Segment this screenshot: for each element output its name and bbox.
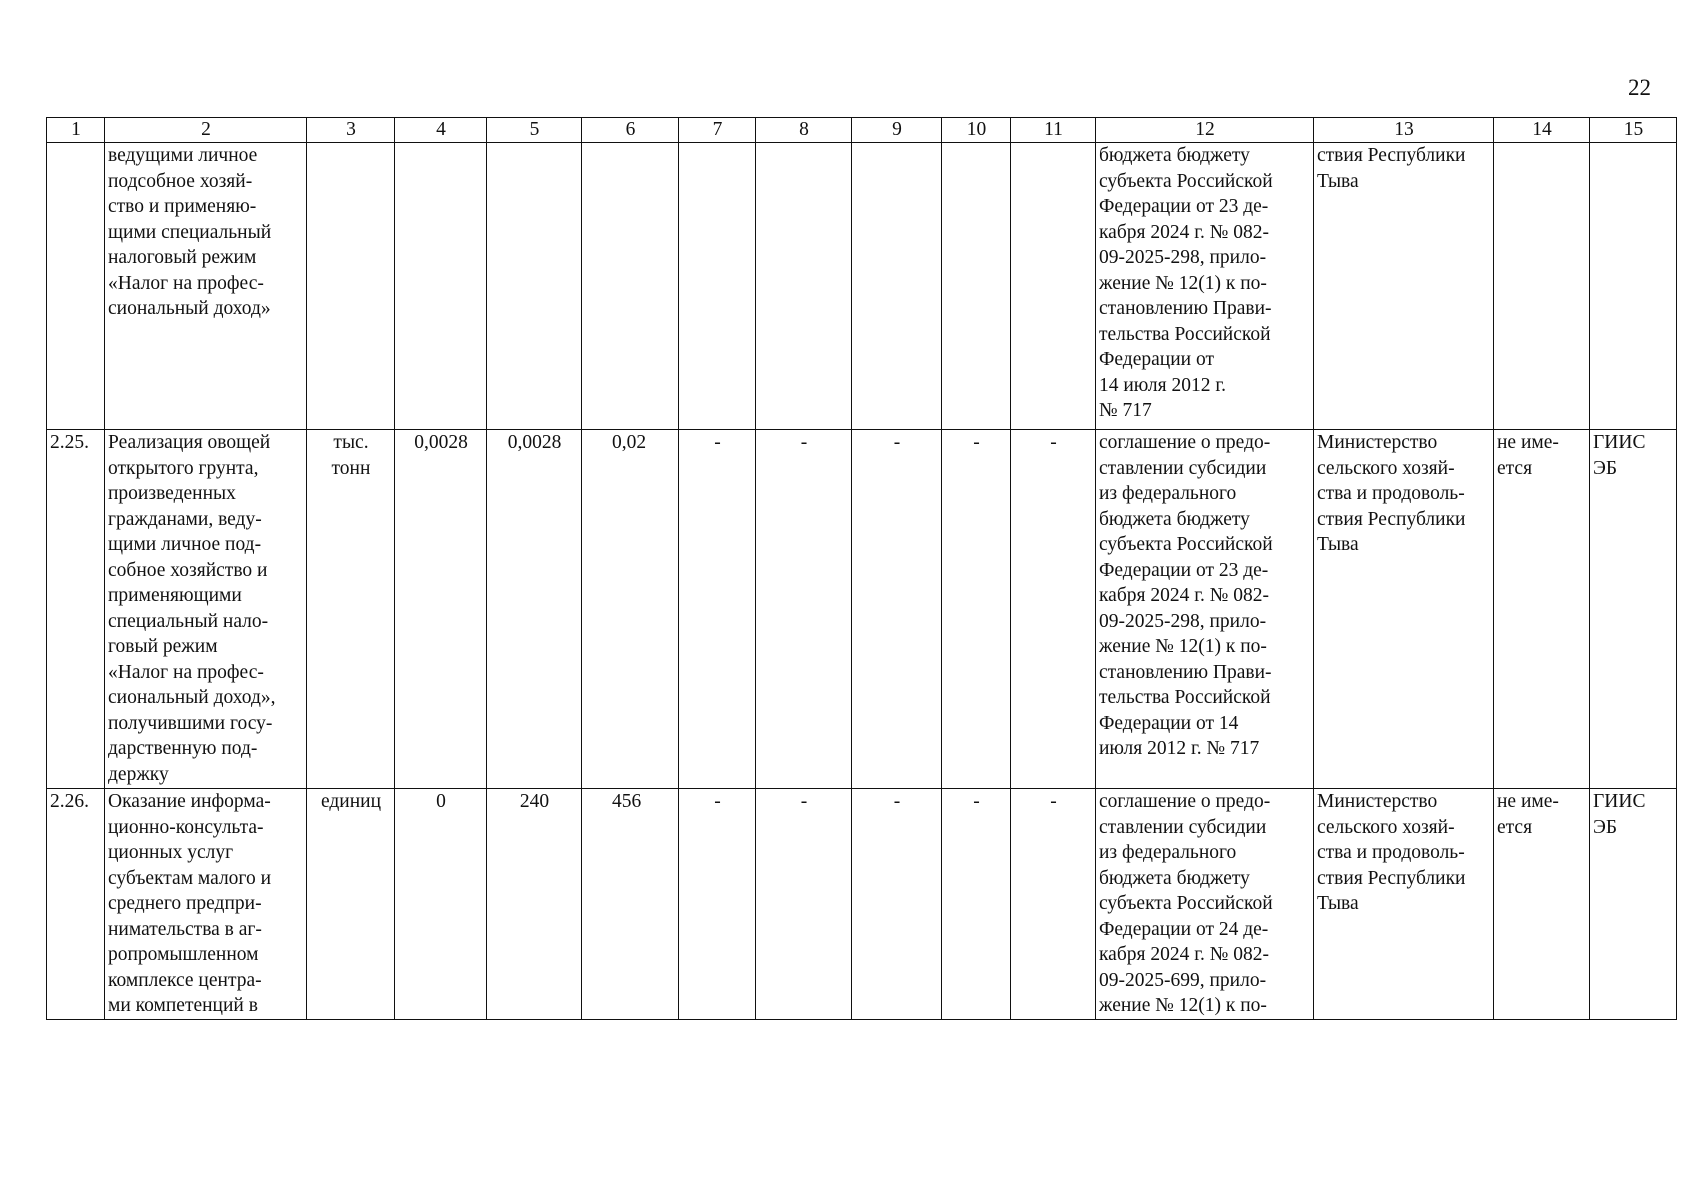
cell-col-8: - — [756, 789, 852, 1020]
header-row — [47, 118, 1677, 143]
cell-col-6 — [582, 143, 679, 430]
cell-col-6: 0,02 — [582, 430, 679, 789]
cell-col-5 — [487, 143, 582, 430]
cell-document: соглашение о предо- ставлении субсидии из федерального бюджета бюджету субъекта Российской Федерации от 24 де- кабря 2024 г. № 082- 09-2025-699, прило- жение № 12(1) к по- — [1096, 789, 1314, 1020]
header-cell-13: 13 — [1314, 118, 1494, 143]
header-cell-3: 3 — [307, 118, 395, 143]
cell-col-4: 0 — [395, 789, 487, 1020]
cell-col-11 — [1011, 143, 1096, 430]
table-row — [47, 430, 1677, 789]
header-cell-6: 6 — [582, 118, 679, 143]
cell-col-4: 0,0028 — [395, 430, 487, 789]
table-row — [47, 789, 1677, 1020]
header-cell-5: 5 — [487, 118, 582, 143]
header-cell-7: 7 — [679, 118, 756, 143]
cell-col-14 — [1494, 143, 1590, 430]
header-cell-15: 15 — [1590, 118, 1677, 143]
header-cell-4: 4 — [395, 118, 487, 143]
cell-col-10: - — [942, 789, 1011, 1020]
cell-number: 2.25. — [47, 430, 105, 789]
cell-col-5: 240 — [487, 789, 582, 1020]
cell-unit: тыс. тонн — [307, 430, 395, 789]
header-cell-12: 12 — [1096, 118, 1314, 143]
header-cell-2: 2 — [105, 118, 307, 143]
cell-col-7 — [679, 143, 756, 430]
cell-document: соглашение о предо- ставлении субсидии из федерального бюджета бюджету субъекта Российской Федерации от 23 де- кабря 2024 г. № 082- 09-2025-298, прило- жение № 12(1) к по- становлению Прави- тельства Российской Федерации от 14 июля 2012 г. № 717 — [1096, 430, 1314, 789]
header-cell-10: 10 — [942, 118, 1011, 143]
cell-col-10: - — [942, 430, 1011, 789]
cell-document: бюджета бюджету субъекта Российской Федерации от 23 де- кабря 2024 г. № 082- 09-2025-298, прило- жение № 12(1) к по- становлению Прави- тельства Российской Федерации от 14 июля 2012 г. № 717 — [1096, 143, 1314, 430]
cell-number: 2.26. — [47, 789, 105, 1020]
cell-col-14: не име- ется — [1494, 430, 1590, 789]
cell-col-7: - — [679, 430, 756, 789]
cell-col-9: - — [852, 430, 942, 789]
cell-indicator-name: Оказание информа- ционно-консульта- ционных услуг субъектам малого и среднего предпри- нимательства в аг- ропромышленном комплексе центра- ми компетенций в — [105, 789, 307, 1020]
cell-col-7: - — [679, 789, 756, 1020]
cell-unit — [307, 143, 395, 430]
cell-unit: единиц — [307, 789, 395, 1020]
cell-col-15 — [1590, 143, 1677, 430]
cell-col-14: не име- ется — [1494, 789, 1590, 1020]
cell-col-8 — [756, 143, 852, 430]
cell-col-11: - — [1011, 430, 1096, 789]
indicators-table — [46, 117, 1677, 1020]
cell-col-11: - — [1011, 789, 1096, 1020]
cell-indicator-name: ведущими личное подсобное хозяй- ство и применяю- щими специальный налоговый режим «Налог на профес- сиональный доход» — [105, 143, 307, 430]
cell-responsible: Министерство сельского хозяй- ства и продоволь- ствия Республики Тыва — [1314, 430, 1494, 789]
table-row — [47, 143, 1677, 430]
cell-col-5: 0,0028 — [487, 430, 582, 789]
header-cell-14: 14 — [1494, 118, 1590, 143]
cell-col-4 — [395, 143, 487, 430]
cell-col-15: ГИИС ЭБ — [1590, 789, 1677, 1020]
cell-col-15: ГИИС ЭБ — [1590, 430, 1677, 789]
cell-col-10 — [942, 143, 1011, 430]
cell-responsible: Министерство сельского хозяй- ства и продоволь- ствия Республики Тыва — [1314, 789, 1494, 1020]
header-cell-9: 9 — [852, 118, 942, 143]
cell-number — [47, 143, 105, 430]
cell-col-6: 456 — [582, 789, 679, 1020]
cell-responsible: ствия Республики Тыва — [1314, 143, 1494, 430]
cell-indicator-name: Реализация овощей открытого грунта, произведенных гражданами, веду- щими личное под- собное хозяйство и применяющими специальный нало- говый режим «Налог на профес- сиональный доход», получившими госу- дарственную под- держку — [105, 430, 307, 789]
header-cell-8: 8 — [756, 118, 852, 143]
page-number: 22 — [1628, 75, 1651, 100]
cell-col-9: - — [852, 789, 942, 1020]
cell-col-9 — [852, 143, 942, 430]
cell-col-8: - — [756, 430, 852, 789]
header-cell-11: 11 — [1011, 118, 1096, 143]
header-cell-1: 1 — [47, 118, 105, 143]
